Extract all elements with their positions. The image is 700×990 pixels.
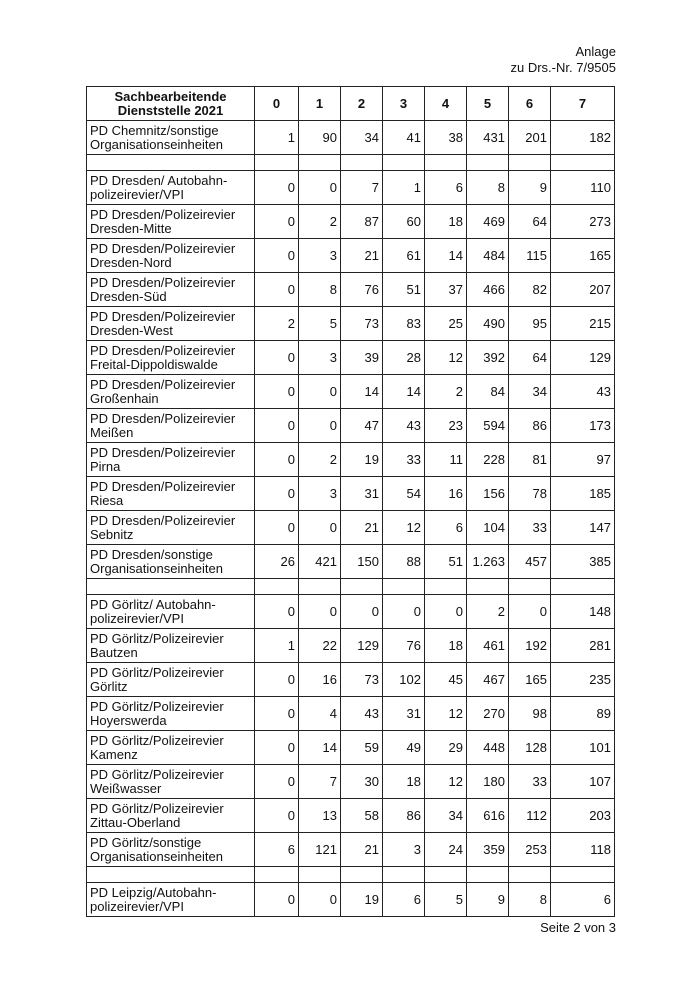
value-cell: 83 (383, 307, 425, 341)
value-cell: 385 (551, 545, 615, 579)
value-cell: 0 (299, 883, 341, 917)
separator-cell (341, 155, 383, 171)
value-cell: 0 (255, 443, 299, 477)
value-cell: 12 (383, 511, 425, 545)
value-cell: 14 (341, 375, 383, 409)
value-cell: 98 (509, 697, 551, 731)
separator-cell (383, 155, 425, 171)
value-cell: 0 (255, 883, 299, 917)
value-cell: 12 (425, 765, 467, 799)
table-row (87, 171, 615, 205)
separator-cell (87, 579, 255, 595)
value-cell: 9 (509, 171, 551, 205)
separator-cell (551, 579, 615, 595)
value-cell: 1 (383, 171, 425, 205)
value-cell: 0 (255, 341, 299, 375)
value-cell: 78 (509, 477, 551, 511)
value-cell: 1.263 (467, 545, 509, 579)
value-cell: 14 (383, 375, 425, 409)
value-cell: 0 (255, 511, 299, 545)
table-row (87, 205, 615, 239)
value-cell: 58 (341, 799, 383, 833)
table-row (87, 239, 615, 273)
office-label-cell: PD Dresden/Polizeirevier Pirna (87, 443, 255, 477)
value-cell: 33 (383, 443, 425, 477)
value-cell: 22 (299, 629, 341, 663)
separator-cell (467, 579, 509, 595)
value-cell: 38 (425, 121, 467, 155)
value-cell: 466 (467, 273, 509, 307)
value-cell: 82 (509, 273, 551, 307)
value-cell: 8 (467, 171, 509, 205)
value-cell: 73 (341, 307, 383, 341)
separator-cell (255, 867, 299, 883)
separator-row (87, 579, 615, 595)
separator-cell (467, 867, 509, 883)
value-cell: 182 (551, 121, 615, 155)
value-cell: 173 (551, 409, 615, 443)
office-label-cell: PD Görlitz/ Autobahn- polizeirevier/VPI (87, 595, 255, 629)
office-label-cell: PD Dresden/Polizeirevier Dresden-Mitte (87, 205, 255, 239)
table-row (87, 765, 615, 799)
value-cell: 150 (341, 545, 383, 579)
value-cell: 19 (341, 883, 383, 917)
value-cell: 16 (299, 663, 341, 697)
column-header: 4 (425, 87, 467, 121)
value-cell: 104 (467, 511, 509, 545)
value-cell: 19 (341, 443, 383, 477)
separator-cell (467, 155, 509, 171)
office-label-cell: PD Dresden/Polizeirevier Dresden-Süd (87, 273, 255, 307)
value-cell: 76 (341, 273, 383, 307)
office-label-cell: PD Dresden/ Autobahn- polizeirevier/VPI (87, 171, 255, 205)
office-label-cell: PD Görlitz/Polizeirevier Görlitz (87, 663, 255, 697)
page-number: Seite 2 von 3 (540, 920, 616, 935)
table-row (87, 273, 615, 307)
value-cell: 457 (509, 545, 551, 579)
table-row (87, 341, 615, 375)
value-cell: 281 (551, 629, 615, 663)
value-cell: 90 (299, 121, 341, 155)
value-cell: 47 (341, 409, 383, 443)
value-cell: 8 (509, 883, 551, 917)
value-cell: 3 (299, 477, 341, 511)
document-header (511, 44, 617, 76)
value-cell: 5 (425, 883, 467, 917)
value-cell: 6 (425, 171, 467, 205)
value-cell: 87 (341, 205, 383, 239)
value-cell: 33 (509, 511, 551, 545)
value-cell: 129 (341, 629, 383, 663)
value-cell: 0 (255, 697, 299, 731)
value-cell: 76 (383, 629, 425, 663)
value-cell: 7 (341, 171, 383, 205)
value-cell: 3 (383, 833, 425, 867)
value-cell: 5 (299, 307, 341, 341)
table-row (87, 477, 615, 511)
table-row (87, 511, 615, 545)
value-cell: 34 (425, 799, 467, 833)
value-cell: 107 (551, 765, 615, 799)
table-row (87, 375, 615, 409)
separator-cell (509, 867, 551, 883)
data-table (86, 86, 615, 917)
value-cell: 14 (299, 731, 341, 765)
value-cell: 0 (299, 171, 341, 205)
value-cell: 95 (509, 307, 551, 341)
value-cell: 3 (299, 341, 341, 375)
office-label-cell: PD Görlitz/Polizeirevier Zittau-Oberland (87, 799, 255, 833)
separator-cell (87, 867, 255, 883)
table-row (87, 663, 615, 697)
separator-cell (425, 867, 467, 883)
office-label-cell: PD Görlitz/Polizeirevier Weißwasser (87, 765, 255, 799)
value-cell: 0 (255, 765, 299, 799)
separator-cell (383, 867, 425, 883)
separator-cell (551, 867, 615, 883)
value-cell: 25 (425, 307, 467, 341)
header-reference: zu Drs.-Nr. 7/9505 (510, 60, 616, 75)
value-cell: 1 (255, 629, 299, 663)
value-cell: 18 (425, 205, 467, 239)
value-cell: 118 (551, 833, 615, 867)
value-cell: 64 (509, 341, 551, 375)
value-cell: 49 (383, 731, 425, 765)
office-label-cell: PD Dresden/Polizeirevier Dresden-Nord (87, 239, 255, 273)
value-cell: 273 (551, 205, 615, 239)
value-cell: 7 (299, 765, 341, 799)
value-cell: 0 (255, 595, 299, 629)
separator-cell (255, 579, 299, 595)
value-cell: 21 (341, 511, 383, 545)
value-cell: 148 (551, 595, 615, 629)
value-cell: 235 (551, 663, 615, 697)
value-cell: 2 (299, 443, 341, 477)
value-cell: 43 (341, 697, 383, 731)
value-cell: 0 (255, 409, 299, 443)
value-cell: 0 (255, 477, 299, 511)
value-cell: 61 (383, 239, 425, 273)
column-header: 1 (299, 87, 341, 121)
office-label-cell: PD Dresden/Polizeirevier Großenhain (87, 375, 255, 409)
value-cell: 26 (255, 545, 299, 579)
value-cell: 228 (467, 443, 509, 477)
value-cell: 431 (467, 121, 509, 155)
office-label-cell: PD Leipzig/Autobahn- polizeirevier/VPI (87, 883, 255, 917)
separator-cell (509, 579, 551, 595)
value-cell: 12 (425, 341, 467, 375)
value-cell: 0 (255, 171, 299, 205)
value-cell: 13 (299, 799, 341, 833)
office-label-cell: PD Görlitz/Polizeirevier Bautzen (87, 629, 255, 663)
separator-cell (425, 155, 467, 171)
value-cell: 0 (255, 273, 299, 307)
value-cell: 0 (255, 663, 299, 697)
value-cell: 421 (299, 545, 341, 579)
value-cell: 6 (383, 883, 425, 917)
value-cell: 84 (467, 375, 509, 409)
value-cell: 41 (383, 121, 425, 155)
value-cell: 467 (467, 663, 509, 697)
separator-cell (341, 867, 383, 883)
table-row (87, 121, 615, 155)
value-cell: 6 (551, 883, 615, 917)
value-cell: 110 (551, 171, 615, 205)
office-label-cell: PD Görlitz/Polizeirevier Kamenz (87, 731, 255, 765)
value-cell: 201 (509, 121, 551, 155)
value-cell: 616 (467, 799, 509, 833)
column-header: 5 (467, 87, 509, 121)
value-cell: 0 (341, 595, 383, 629)
table-row (87, 731, 615, 765)
value-cell: 0 (299, 375, 341, 409)
value-cell: 73 (341, 663, 383, 697)
column-header: 0 (255, 87, 299, 121)
value-cell: 34 (509, 375, 551, 409)
value-cell: 0 (299, 409, 341, 443)
value-cell: 39 (341, 341, 383, 375)
value-cell: 8 (299, 273, 341, 307)
office-label-cell: PD Dresden/Polizeirevier Riesa (87, 477, 255, 511)
office-label-cell: PD Dresden/Polizeirevier Freital-Dippoldiswalde (87, 341, 255, 375)
value-cell: 469 (467, 205, 509, 239)
value-cell: 461 (467, 629, 509, 663)
value-cell: 16 (425, 477, 467, 511)
value-cell: 37 (425, 273, 467, 307)
value-cell: 0 (255, 375, 299, 409)
value-cell: 18 (383, 765, 425, 799)
table-row (87, 799, 615, 833)
value-cell: 11 (425, 443, 467, 477)
separator-cell (299, 579, 341, 595)
value-cell: 60 (383, 205, 425, 239)
table-row (87, 545, 615, 579)
separator-cell (551, 155, 615, 171)
column-header: 3 (383, 87, 425, 121)
office-label-cell: PD Görlitz/sonstige Organisationseinheiten (87, 833, 255, 867)
value-cell: 392 (467, 341, 509, 375)
value-cell: 253 (509, 833, 551, 867)
value-cell: 484 (467, 239, 509, 273)
value-cell: 129 (551, 341, 615, 375)
value-cell: 1 (255, 121, 299, 155)
office-label-cell: PD Dresden/Polizeirevier Dresden-West (87, 307, 255, 341)
value-cell: 51 (425, 545, 467, 579)
value-cell: 165 (509, 663, 551, 697)
value-cell: 34 (341, 121, 383, 155)
separator-cell (255, 155, 299, 171)
value-cell: 0 (255, 239, 299, 273)
separator-cell (509, 155, 551, 171)
office-label-cell: PD Dresden/Polizeirevier Meißen (87, 409, 255, 443)
value-cell: 0 (255, 731, 299, 765)
value-cell: 51 (383, 273, 425, 307)
value-cell: 9 (467, 883, 509, 917)
value-cell: 89 (551, 697, 615, 731)
column-header: 6 (509, 87, 551, 121)
separator-cell (299, 155, 341, 171)
value-cell: 101 (551, 731, 615, 765)
value-cell: 203 (551, 799, 615, 833)
value-cell: 33 (509, 765, 551, 799)
value-cell: 24 (425, 833, 467, 867)
table-row (87, 443, 615, 477)
table-row (87, 595, 615, 629)
value-cell: 192 (509, 629, 551, 663)
value-cell: 112 (509, 799, 551, 833)
value-cell: 45 (425, 663, 467, 697)
value-cell: 215 (551, 307, 615, 341)
value-cell: 0 (255, 205, 299, 239)
value-cell: 28 (383, 341, 425, 375)
value-cell: 43 (551, 375, 615, 409)
office-label-cell: PD Dresden/Polizeirevier Sebnitz (87, 511, 255, 545)
value-cell: 121 (299, 833, 341, 867)
column-header: 2 (341, 87, 383, 121)
column-header: 7 (551, 87, 615, 121)
value-cell: 54 (383, 477, 425, 511)
table-row (87, 307, 615, 341)
value-cell: 21 (341, 833, 383, 867)
value-cell: 43 (383, 409, 425, 443)
value-cell: 0 (383, 595, 425, 629)
value-cell: 6 (425, 511, 467, 545)
value-cell: 165 (551, 239, 615, 273)
value-cell: 2 (255, 307, 299, 341)
header-row (87, 87, 615, 121)
value-cell: 448 (467, 731, 509, 765)
value-cell: 594 (467, 409, 509, 443)
value-cell: 29 (425, 731, 467, 765)
value-cell: 31 (383, 697, 425, 731)
value-cell: 21 (341, 239, 383, 273)
table-row (87, 629, 615, 663)
value-cell: 2 (467, 595, 509, 629)
value-cell: 86 (509, 409, 551, 443)
value-cell: 64 (509, 205, 551, 239)
value-cell: 59 (341, 731, 383, 765)
value-cell: 2 (425, 375, 467, 409)
value-cell: 3 (299, 239, 341, 273)
office-label-cell: PD Dresden/sonstige Organisationseinheiten (87, 545, 255, 579)
separator-cell (341, 579, 383, 595)
value-cell: 81 (509, 443, 551, 477)
value-cell: 156 (467, 477, 509, 511)
header-annex-label: Anlage (575, 44, 616, 59)
value-cell: 128 (509, 731, 551, 765)
value-cell: 0 (509, 595, 551, 629)
table-row (87, 409, 615, 443)
office-label-cell: PD Görlitz/Polizeirevier Hoyerswerda (87, 697, 255, 731)
separator-cell (87, 155, 255, 171)
table-row (87, 833, 615, 867)
value-cell: 0 (425, 595, 467, 629)
separator-cell (299, 867, 341, 883)
value-cell: 0 (255, 799, 299, 833)
value-cell: 0 (299, 511, 341, 545)
value-cell: 14 (425, 239, 467, 273)
value-cell: 207 (551, 273, 615, 307)
value-cell: 2 (299, 205, 341, 239)
table-row (87, 883, 615, 917)
value-cell: 6 (255, 833, 299, 867)
table-body (87, 121, 615, 917)
value-cell: 18 (425, 629, 467, 663)
value-cell: 490 (467, 307, 509, 341)
office-label-cell: PD Chemnitz/sonstige Organisationseinheiten (87, 121, 255, 155)
table-row (87, 697, 615, 731)
value-cell: 185 (551, 477, 615, 511)
value-cell: 86 (383, 799, 425, 833)
value-cell: 12 (425, 697, 467, 731)
value-cell: 0 (299, 595, 341, 629)
value-cell: 88 (383, 545, 425, 579)
value-cell: 147 (551, 511, 615, 545)
value-cell: 270 (467, 697, 509, 731)
separator-cell (425, 579, 467, 595)
value-cell: 30 (341, 765, 383, 799)
value-cell: 180 (467, 765, 509, 799)
value-cell: 31 (341, 477, 383, 511)
column-header-label: Sachbearbeitende Dienststelle 2021 (87, 87, 255, 121)
value-cell: 23 (425, 409, 467, 443)
value-cell: 4 (299, 697, 341, 731)
separator-cell (383, 579, 425, 595)
value-cell: 359 (467, 833, 509, 867)
separator-row (87, 867, 615, 883)
value-cell: 102 (383, 663, 425, 697)
value-cell: 115 (509, 239, 551, 273)
separator-row (87, 155, 615, 171)
value-cell: 97 (551, 443, 615, 477)
